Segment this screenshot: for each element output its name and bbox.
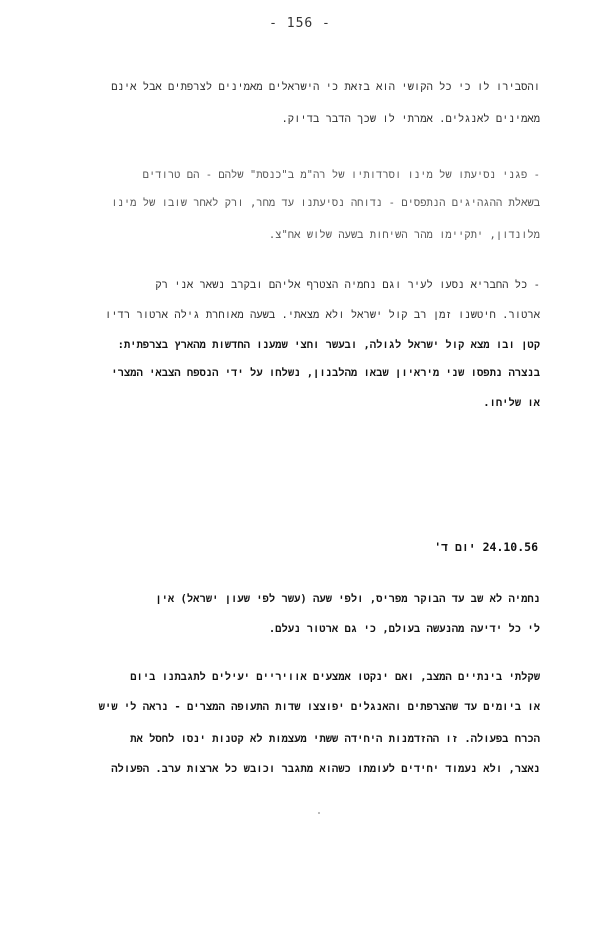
entry-dateline: 24.10.56 יום ד' <box>434 540 538 554</box>
paragraph-5-line-4: נאצר, ולא נעמוד יחידים לעומתו כשהוא מתגבר וכובש כל ארצות ערב. הפעולה <box>111 763 540 775</box>
paragraph-3-line-4: בנצרה נתפסו שני מיראיון שבאו מהלבנון, נשלחו על ידי הנספח הצבאי המצרי <box>111 367 540 379</box>
paragraph-4-line-2: לי כל ידיעה מהנעשה בעולם, כי גם ארטור נעלם. <box>268 623 540 635</box>
paragraph-2-line-2: בשאלת ההגהיגים הנתפסים - נדוחה נסיעתנו עד מחר, ורק לאחר שובו של מינו <box>111 197 540 209</box>
paragraph-2-line-1: - פגני נסיעתו של מינו וסרדותיו של רה"מ ב"כנסת" שלהם - הם טרודים <box>142 169 540 181</box>
paragraph-3-line-1: - כל החבריא נסעו לעיר וגם נחמיה הצטרף אליהם ובקרב נשאר אני רק <box>155 279 540 291</box>
paragraph-3-line-3: קטן ובו מצא קול ישראל לגולה, ובעשר וחצי שמענו החדשות מהארץ בצרפתית: <box>117 339 540 351</box>
paragraph-3-line-5: או שליחו. <box>483 397 540 409</box>
paragraph-5-line-1: שקלתי בינתיים המצב, ואם ינקטו אמצעים אוויריים יעילים לתגבתנו ביום <box>130 671 540 683</box>
paragraph-2-line-3: מלונדון, יתקיימו מהר השיחות בשעה שלוש אח"צ. <box>268 229 540 241</box>
paragraph-5-line-3: הכרח בפעולה. זו ההזדמנות היחידה ששתי מעצמות לא קטנות ינסו לחסל את <box>130 733 540 745</box>
paragraph-4-line-1: נחמיה לא שב עד הבוקר מפריס, ולפי שעה (עשר לפי שעון ישראל) אין <box>155 593 540 605</box>
paragraph-3-line-2: ארטור. חיטשנו זמן רב קול ישראל ולא מצאתי. בשעה מאוחרת גילה ארטור רדיו <box>104 309 540 321</box>
paragraph-1-line-2: מאמינים לאנגלים. אמרתי לו שכך הדבר בדיוק. <box>281 113 540 125</box>
scan-speck <box>318 812 320 814</box>
page-number: - 156 - <box>269 16 331 31</box>
paragraph-5-line-2: או ביומים עד שהצרפתים והאנגלים יפוצצו שדות התעופה המצרים - נראה לי שיש <box>98 701 540 713</box>
paragraph-1-line-1: והסבירו לו כי כל הקושי הוא בזאת כי הישראלים מאמינים לצרפתים אבל אינם <box>111 81 540 93</box>
